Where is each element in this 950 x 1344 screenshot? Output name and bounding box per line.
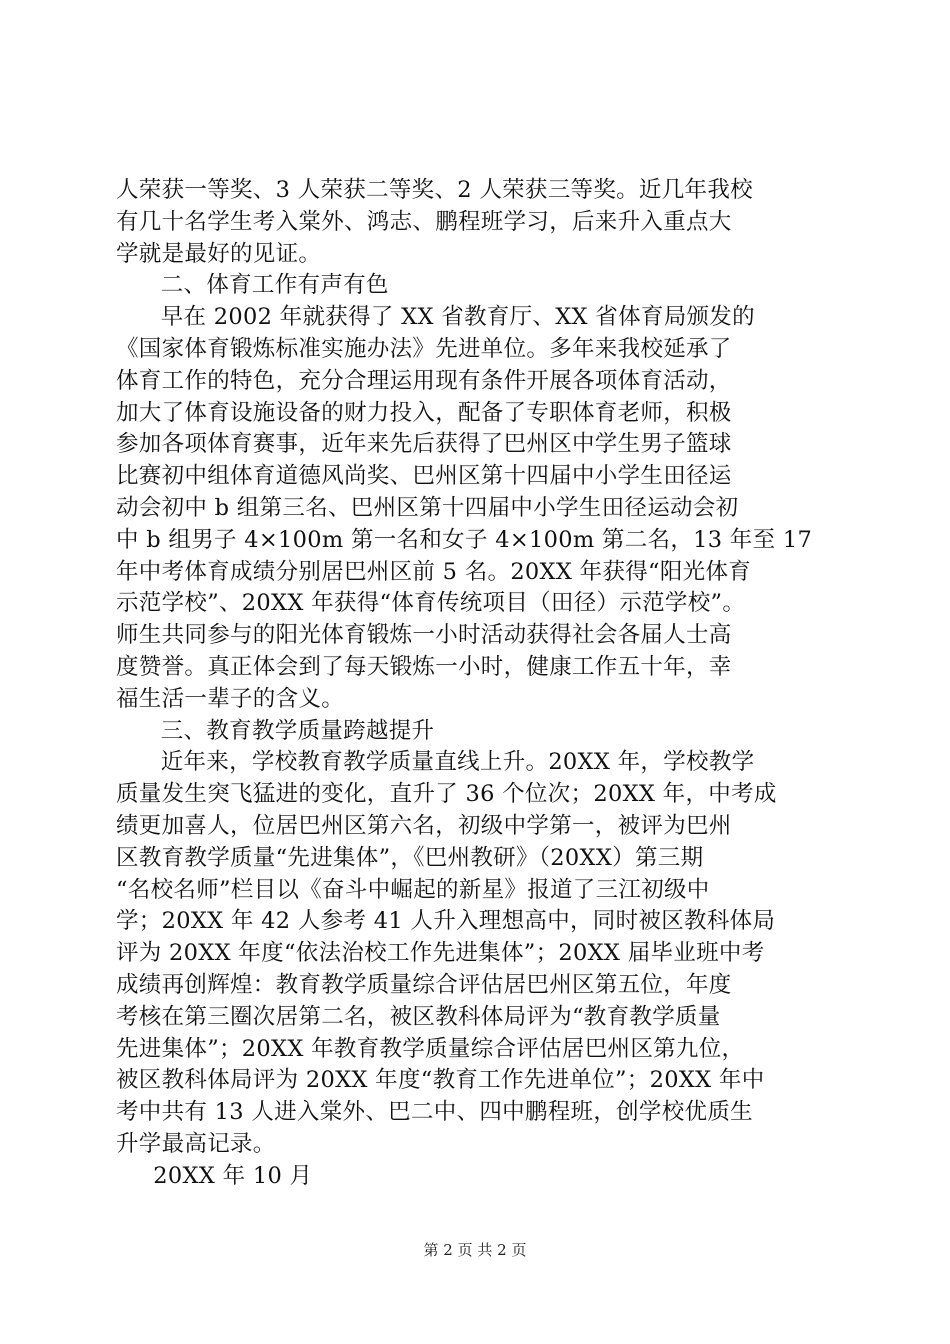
text-line: 学；20XX 年 42 人参考 41 人升入理想高中，同时被区教科体局 <box>116 908 776 935</box>
text-line: 被区教科体局评为 20XX 年度“教育工作先进单位”；20XX 年中 <box>116 1067 765 1094</box>
text-line: 年中考体育成绩分别居巴州区前 5 名。20XX 年获得“阳光体育 <box>116 558 752 585</box>
text-line: 参加各项体育赛事，近年来先后获得了巴州区中学生男子篮球 <box>116 431 732 458</box>
text-line: 区教育教学质量“先进集体”，《巴州教研》（20XX）第三期 <box>116 844 704 871</box>
text-line: 质量发生突飞猛进的变化，直升了 36 个位次；20XX 年，中考成 <box>116 781 777 808</box>
text-line: 度赞誉。真正体会到了每天锻炼一小时，健康工作五十年，幸 <box>116 653 732 680</box>
text-line: 三、教育教学质量跨越提升 <box>116 717 435 744</box>
text-line: 早在 2002 年就获得了 XX 省教育厅、XX 省体育局颁发的 <box>116 304 755 331</box>
document-body <box>116 175 832 1193</box>
text-line: 《国家体育锻炼标准实施办法》先进单位。多年来我校延承了 <box>116 335 732 362</box>
text-line: 考核在第三圈次居第二名，被区教科体局评为“教育教学质量 <box>116 1003 721 1030</box>
text-line: 二、体育工作有声有色 <box>116 272 389 299</box>
text-line: 20XX 年 10 月 <box>116 1162 313 1189</box>
text-line: 升学最高记录。 <box>116 1130 276 1157</box>
text-line: 示范学校”、20XX 年获得“体育传统项目（田径）示范学校”。 <box>116 590 746 617</box>
text-line: 评为 20XX 年度“依法治校工作先进集体”；20XX 届毕业班中考 <box>116 940 765 967</box>
text-line: 考中共有 13 人进入棠外、巴二中、四中鹏程班，创学校优质生 <box>116 1099 753 1126</box>
text-line: 学就是最好的见证。 <box>116 240 322 267</box>
text-line: 人荣获一等奖、3 人荣获二等奖、2 人荣获三等奖。近几年我校 <box>116 177 753 203</box>
text-line: 中 b 组男子 4×100m 第一名和女子 4×100m 第二名，13 年至 17 <box>116 526 813 553</box>
text-line: “名校名师”栏目以《奋斗中崛起的新星》报道了三江初级中 <box>116 876 710 903</box>
text-line: 绩更加喜人，位居巴州区第六名，初级中学第一，被评为巴州 <box>116 812 732 839</box>
text-line: 成绩再创辉煌：教育教学质量综合评估居巴州区第五位，年度 <box>116 971 732 998</box>
text-line: 比赛初中组体育道德风尚奖、巴州区第十四届中小学生田径运 <box>116 463 732 490</box>
text-line: 动会初中 b 组第三名、巴州区第十四届中小学生田径运动会初 <box>116 494 739 521</box>
text-line: 加大了体育设施设备的财力投入，配备了专职体育老师，积极 <box>116 399 732 426</box>
text-line: 福生活一辈子的含义。 <box>116 685 345 712</box>
text-line: 近年来，学校教育教学质量直线上升。20XX 年，学校教学 <box>116 749 755 776</box>
text-line: 有几十名学生考入棠外、鸿志、鹏程班学习，后来升入重点大 <box>116 208 732 235</box>
page-footer: 第 2 页 共 2 页 <box>423 1241 527 1259</box>
text-line: 师生共同参与的阳光体育锻炼一小时活动获得社会各届人士高 <box>116 622 732 649</box>
text-line: 先进集体”；20XX 年教育教学质量综合评估居巴州区第九位， <box>116 1035 745 1062</box>
text-line: 体育工作的特色，充分合理运用现有条件开展各项体育活动， <box>116 367 732 394</box>
